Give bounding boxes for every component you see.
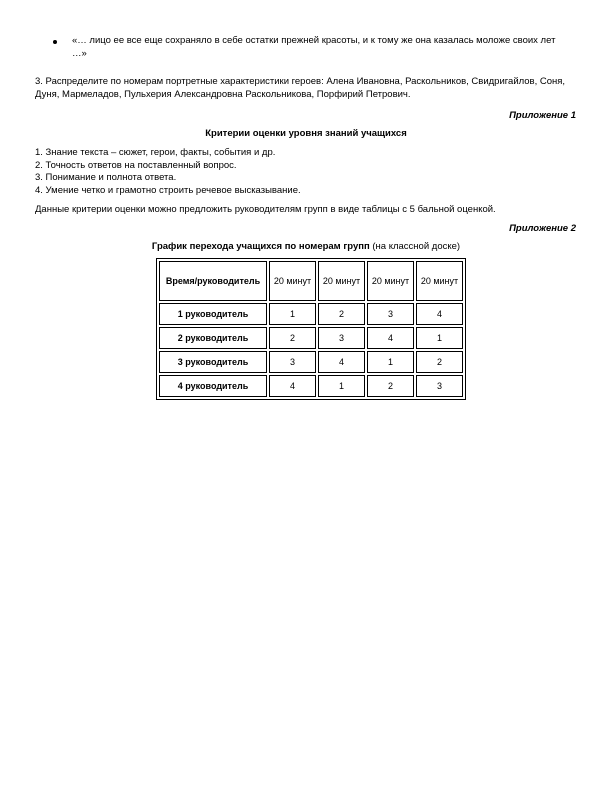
task-3-text: 3. Распределите по номерам портретные характеристики героев: Алена Ивановна, Раскольников, Свидригайлов, Соня, Дуня, Мармеладов, Пульхерия Александровна Раскольникова, Порфирий Петрович. — [35, 76, 566, 100]
table-row — [159, 375, 463, 397]
bullet-icon — [53, 40, 57, 44]
schedule-table-wrapper — [156, 258, 466, 400]
criteria-item: 4. Умение четко и грамотно строить речевое высказывание. — [35, 184, 301, 196]
row-label-cell: 3 руководитель — [159, 351, 267, 373]
table-cell: 4 — [269, 375, 316, 397]
row-label-cell: 4 руководитель — [159, 375, 267, 397]
header-cell-first: Время/руководитель — [159, 261, 267, 301]
row-label-cell: 2 руководитель — [159, 327, 267, 349]
criteria-item: 2. Точность ответов на поставленный вопрос. — [35, 159, 237, 171]
table-cell: 1 — [367, 351, 414, 373]
criteria-note: Данные критерии оценки можно предложить руководителям групп в виде таблицы с 5 бальной оценкой. — [35, 204, 496, 215]
table-cell: 3 — [367, 303, 414, 325]
table-cell: 2 — [367, 375, 414, 397]
quote-text: «… лицо ее все еще сохраняло в себе остатки прежней красоты, и к тому же она казалась моложе своих лет …» — [72, 35, 556, 59]
table-cell: 1 — [269, 303, 316, 325]
criteria-item: 1. Знание текста – сюжет, герои, факты, события и др. — [35, 147, 276, 158]
table-cell: 1 — [318, 375, 365, 397]
table-cell: 3 — [416, 375, 463, 397]
table-row — [159, 303, 463, 325]
row-label-cell: 1 руководитель — [159, 303, 267, 325]
table-row — [159, 351, 463, 373]
appendix-1-label: Приложение 1 — [509, 110, 576, 121]
appendix-2-label: Приложение 2 — [509, 223, 576, 234]
criteria-list — [35, 147, 301, 197]
table-header-row — [159, 261, 463, 301]
table-row — [159, 327, 463, 349]
table-cell: 3 — [269, 351, 316, 373]
table-title-note: (на классной доске) — [369, 241, 461, 252]
header-cell: 20 минут — [416, 261, 463, 301]
table-cell: 4 — [318, 351, 365, 373]
header-cell: 20 минут — [269, 261, 316, 301]
table-cell: 2 — [269, 327, 316, 349]
table-title-bold: График перехода учащихся по номерам групп — [151, 241, 370, 252]
header-cell: 20 минут — [367, 261, 414, 301]
table-cell: 4 — [367, 327, 414, 349]
schedule-table — [156, 258, 466, 400]
table-cell: 2 — [318, 303, 365, 325]
criteria-title: Критерии оценки уровня знаний учащихся — [205, 128, 407, 139]
header-cell: 20 минут — [318, 261, 365, 301]
table-cell: 4 — [416, 303, 463, 325]
table-title — [0, 241, 612, 252]
table-cell: 3 — [318, 327, 365, 349]
table-cell: 1 — [416, 327, 463, 349]
criteria-item: 3. Понимание и полнота ответа. — [35, 172, 177, 183]
table-cell: 2 — [416, 351, 463, 373]
